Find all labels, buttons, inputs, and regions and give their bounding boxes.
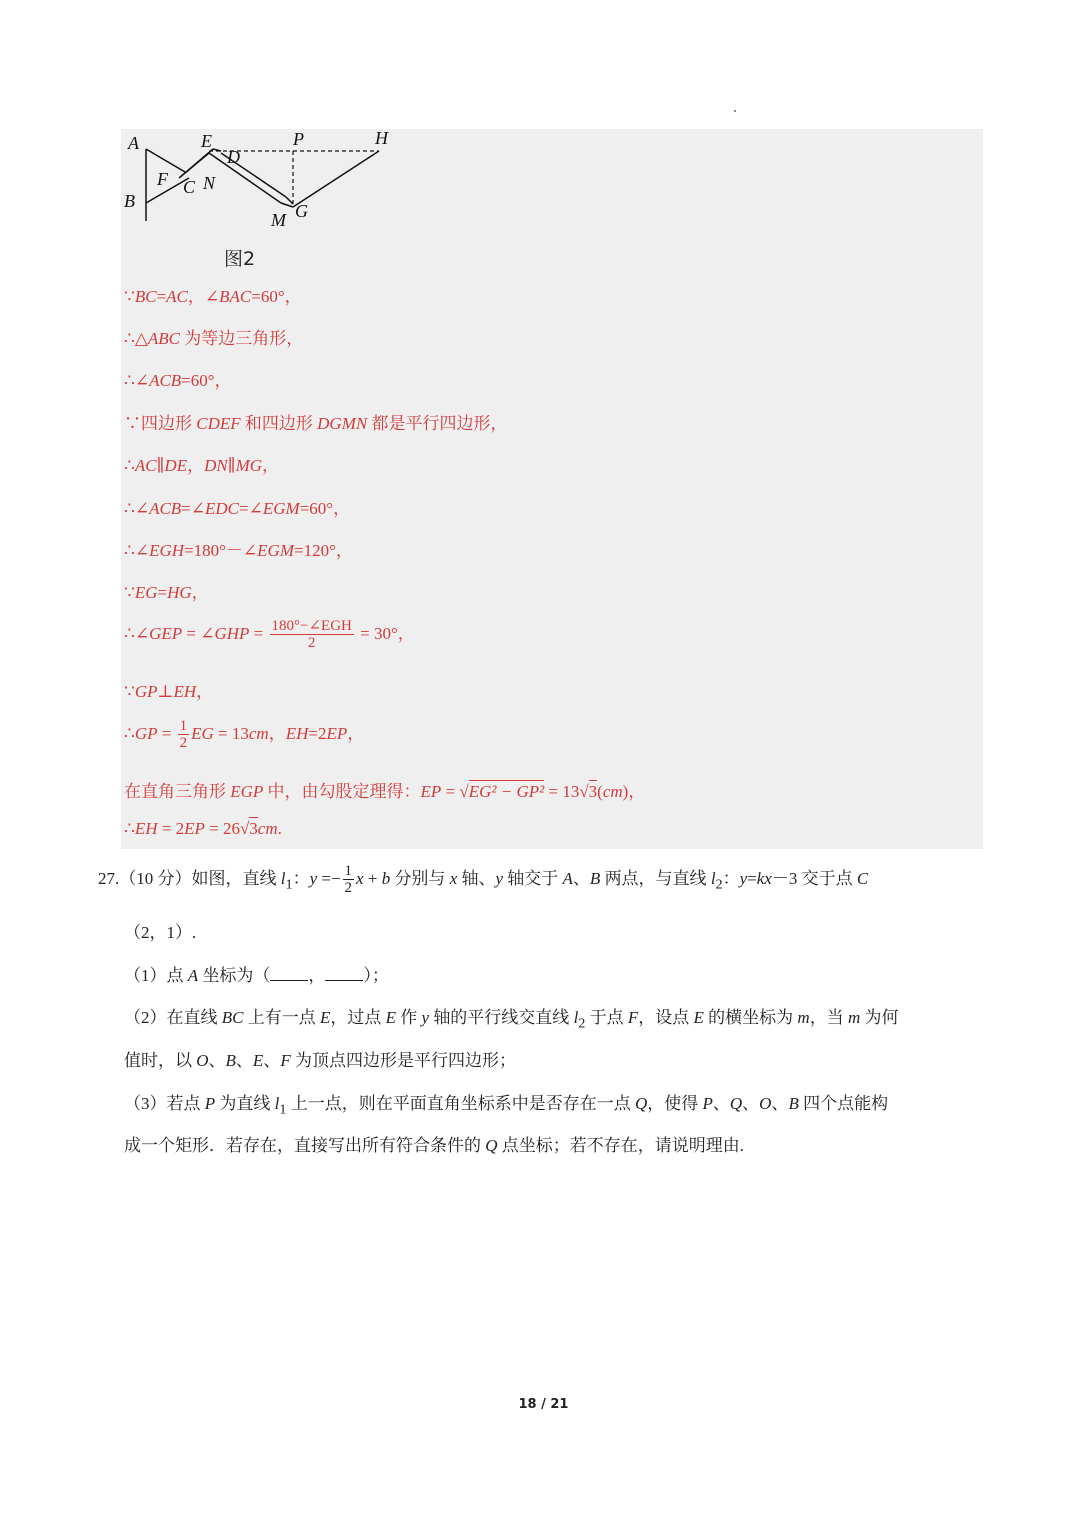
stray-dot <box>734 110 736 112</box>
question-line-1: 27.（10 分）如图，直线 $l_1$：y =− $\frac{1}{2}$ x + b 分别与 x 轴、y 轴交于 A、B 两点，与直线 $l_2$：y=kx－3 交于点 C <box>98 863 869 897</box>
solution-line-9: ∴∠GEP = ∠GHP = $\frac{\text{180°−∠EGH}}{2}$ = 30°， <box>124 618 415 652</box>
fraction-180-minus-egh: $\frac{\text{180°−∠EGH}}{2}$ <box>271 618 352 652</box>
question-line-3: （1）点 A 坐标为（ ， ）； <box>124 966 389 985</box>
geometry-figure <box>121 129 421 239</box>
solution-line-2: ∴△ABC 为等边三角形， <box>124 329 304 348</box>
solution-line-3: ∴∠ACB=60°， <box>124 371 232 390</box>
label-f: F <box>157 169 168 189</box>
answer-blank-x <box>270 966 308 981</box>
fraction-one-half: $\frac{1}{2}$ <box>179 718 188 752</box>
solution-line-1: ∵BC=AC，∠BAC=60°， <box>124 287 302 306</box>
label-b: B <box>124 191 135 211</box>
solution-line-5: ∴AC∥DE，DN∥MG， <box>124 456 280 475</box>
label-a: A <box>128 133 139 153</box>
answer-blank-y <box>325 966 363 981</box>
solution-line-4: ∵四边形 CDEF 和四边形 DGMN 都是平行四边形， <box>124 414 508 433</box>
label-p: P <box>293 129 304 149</box>
label-e: E <box>201 131 212 151</box>
solution-line-10: ∵GP⊥EH， <box>124 682 214 701</box>
question-line-6: （3）若点 P 为直线 $l_1$ 上一点，则在平面直角坐标系中是否存在一点 Q，使得 P、Q、O、B 四个点能构 <box>124 1094 889 1118</box>
question-line-7: 成一个矩形．若存在，直接写出所有符合条件的 Q 点坐标；若不存在，请说明理由. <box>124 1136 745 1155</box>
label-h: H <box>375 129 388 148</box>
label-m: M <box>271 210 286 230</box>
question-line-5: 值时，以 O、B、E、F 为顶点四边形是平行四边形； <box>124 1051 516 1070</box>
solution-panel <box>121 129 983 849</box>
question-line-2: （2，1）. <box>124 923 197 942</box>
solution-line-6: ∴∠ACB=∠EDC=∠EGM=60°， <box>124 499 351 518</box>
solution-line-13: ∴EH = 2EP = 26√3cm. <box>124 819 282 838</box>
solution-line-8: ∵EG=HG， <box>124 583 209 602</box>
figure-caption: 图2 <box>224 248 256 270</box>
solution-line-12: 在直角三角形 EGP 中，由勾股定理得：EP = √EG² − GP² = 13√3(cm)， <box>124 782 646 801</box>
solution-line-7: ∴∠EGH=180°－∠EGM=120°， <box>124 541 353 560</box>
label-g: G <box>295 201 308 221</box>
label-d: D <box>227 147 240 167</box>
page-number: 18 / 21 <box>518 1397 569 1412</box>
fraction-neg-half: $\frac{1}{2}$ <box>344 863 353 897</box>
label-c: C <box>183 177 196 197</box>
solution-line-11: ∴GP = $\frac{1}{2}$ EG = 13cm，EH=2EP， <box>124 718 365 752</box>
question-line-4: （2）在直线 BC 上有一点 E，过点 E 作 y 轴的平行线交直线 $l_2$ 于点 F，设点 E 的横坐标为 m，当 m 为何 <box>124 1008 899 1032</box>
label-n: N <box>203 173 216 193</box>
